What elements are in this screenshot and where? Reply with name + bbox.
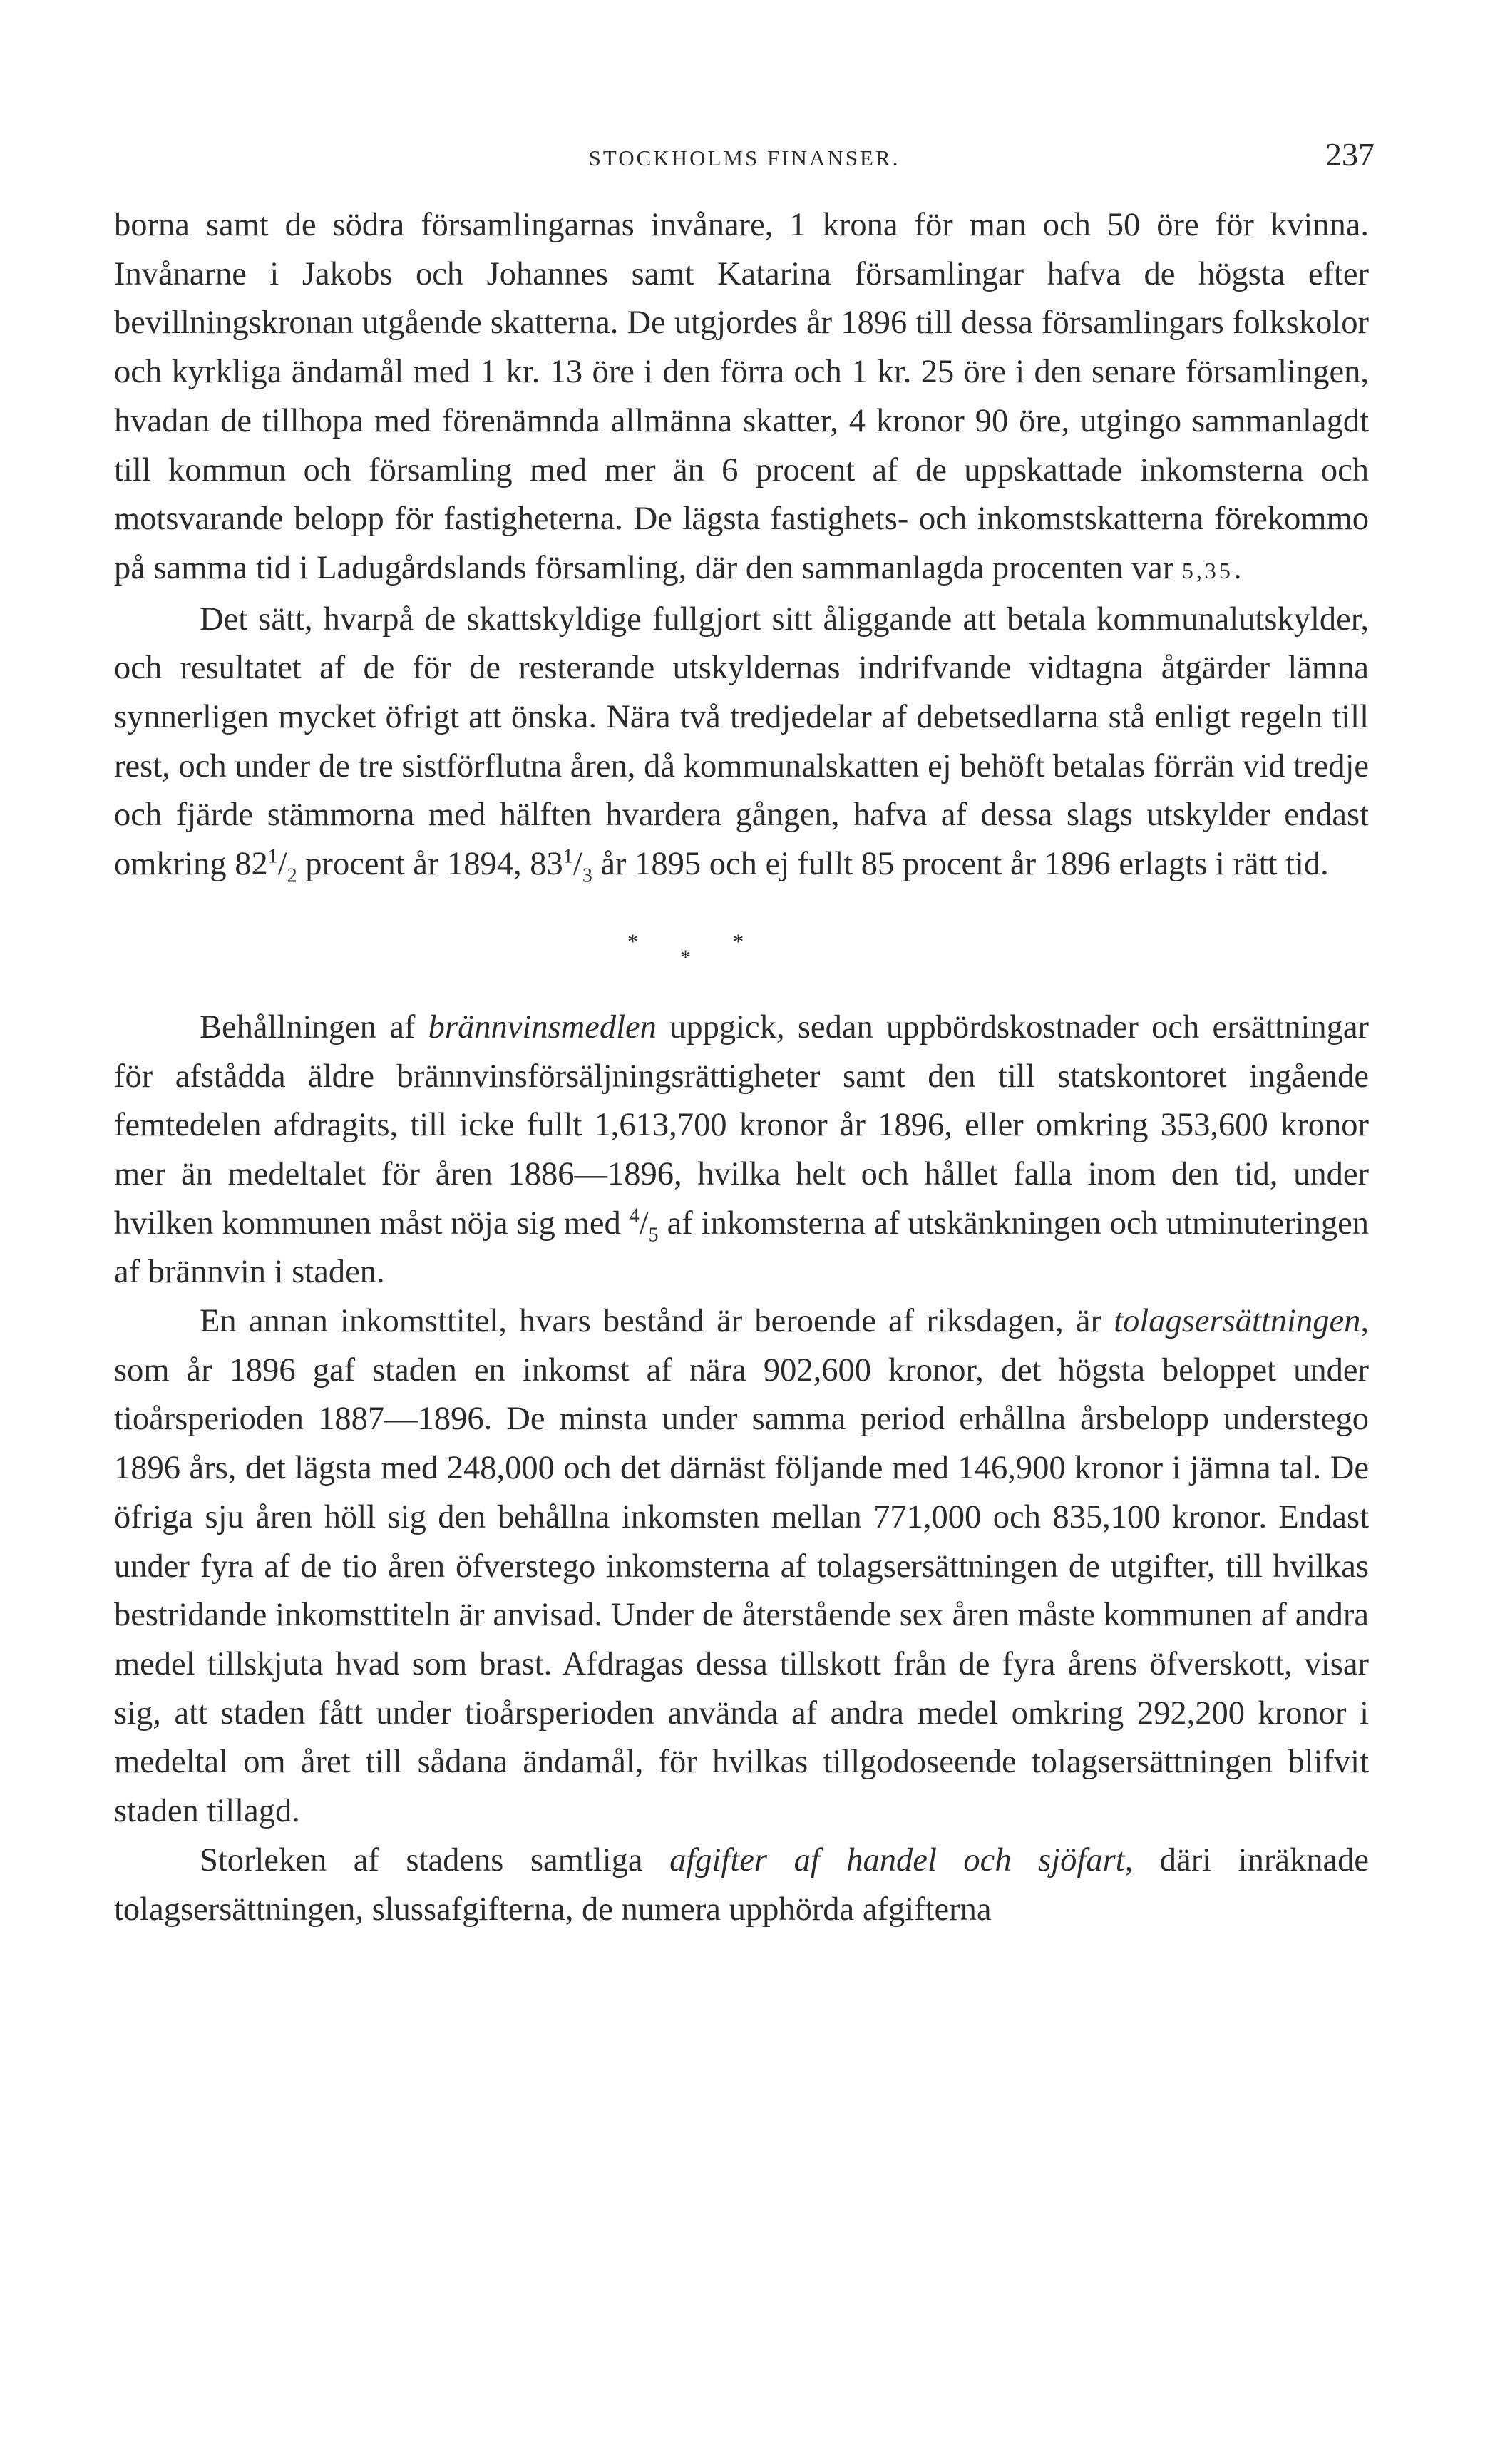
paragraph-taxes-by-parish xyxy=(114,201,1369,595)
paragraph-customs-compensation xyxy=(114,1297,1369,1836)
fraction-numerator: 1 xyxy=(267,845,278,868)
asterisk-mark: * xyxy=(627,929,638,954)
paragraph-text: af inkomsterna af utskänkningen och utminuteringen af brännvin i staden. xyxy=(114,1205,1369,1291)
paragraph-text: uppgick, sedan uppbördskostnader och ersättningar för afstådda äldre brännvinsförsäljningsrättigheter samt den till statskontoret ingående femtedelen afdragits, till icke fullt 1,613,700 kronor år 1896, eller omkring 353,600 kronor mer än medeltalet för åren 1886—1896, hvilka helt och hållet falla inom den tid, under hvilken kommunen måst nöja sig med xyxy=(114,1008,1369,1242)
page-number: 237 xyxy=(1325,136,1375,173)
asterisk-mark: * xyxy=(680,945,691,969)
paragraph-tax-collection: Det sätt, hvarpå de skattskyldige fullgjort sitt åliggande att betala kommunalutskylder, och resultatet af de för de resterande utskyldernas indrifvande vidtagna åtgärder lämna synnerligen mycket öfrigt att önska. Nära två tredjedelar af debetsedlarna stå enligt regeln till rest, och under de tre sistförflutna åren, då kommunalskatten ej behöft betalas förrän vid tredje och fjärde stämmorna med hälften hvardera gången, hafva af dessa slags utskylder endast omkring $82^1/_2$ procent år 1894, $83^1/_3$ år 1895 och ej fullt 85 procent år 1896 erlagts i rätt tid. xyxy=(114,600,1369,887)
fraction-numerator: 1 xyxy=(563,845,573,868)
emphasized-term: tolagsersättningen, xyxy=(1114,1303,1369,1340)
paragraph-text: procent år 1894, 83 xyxy=(297,846,563,883)
paragraph-text: borna samt de södra församlingarnas invånare, 1 krona för man och 50 öre för kvinna. Invånarne i Jakobs och Johannes samt Katarina församlingar hafva de högsta efter bevillningskronan utgående skatterna. De utgjordes år 1896 till dessa församlingars folkskolor och kyrkliga ändamål med 1 kr. 13 öre i den förra och 1 kr. 25 öre i den senare församlingen, hvadan de tillhopa med förenämnda allmänna skatter, 4 kronor 90 öre, utgingo sammanlagdt till kommun och församling med mer än 6 procent af de uppskattade inkomsterna och motsvarande belopp för fastigheterna. De lägsta fastighets- och inkomstskatterna förekommo på samma tid i Ladugårdslands församling, där den sammanlagda procenten var xyxy=(114,207,1369,586)
fraction-numerator: 4 xyxy=(629,1205,640,1227)
emphasized-term: brännvinsmedlen xyxy=(428,1008,657,1046)
running-head xyxy=(114,136,1375,178)
fraction-denominator: 2 xyxy=(287,864,297,887)
section-break xyxy=(114,889,1369,1003)
asterism xyxy=(114,918,1369,975)
asterisk-mark: * xyxy=(733,929,744,954)
body-text xyxy=(114,201,1369,1934)
fraction-denominator: 3 xyxy=(582,864,592,887)
paragraph-text: En annan inkomsttitel, hvars bestånd är beroende af riksdagen, är xyxy=(200,1303,1114,1340)
paragraph-text: . xyxy=(1233,549,1242,586)
paragraph-trade-fees xyxy=(114,1836,1369,1934)
paragraph-text: Det sätt, hvarpå de skattskyldige fullgjort sitt åliggande att betala kommunalutskylder, och resultatet af de för de resterande utskyldernas indrifvande vidtagna åtgärder lämna synnerligen mycket öfrigt att önska. Nära två tredjedelar af debetsedlarna stå enligt regeln till rest, och under de tre sistförflutna åren, då kommunalskatten ej behöft betalas förrän vid tredje och fjärde stämmorna med hälften hvardera gången, hafva af dessa slags utskylder endast omkring 82 xyxy=(114,600,1369,883)
paragraph-brannvin-funds: Behållningen af brännvinsmedlen uppgick, sedan uppbördskostnader och ersättningar för afstådda äldre brännvinsförsäljningsrättigheter samt den till statskontoret ingående femtedelen afdragits, till icke fullt 1,613,700 kronor år 1896, eller omkring 353,600 kronor mer än medeltalet för åren 1886—1896, hvilka helt och hållet falla inom den tid, under hvilken kommunen måst nöja sig med $^4/_5$ af inkomsterna af utskänkningen och utminuteringen af brännvin i staden. xyxy=(114,1008,1369,1291)
paragraph-text: Behållningen af xyxy=(200,1008,428,1046)
paragraph-text: som år 1896 gaf staden en inkomst af nära 902,600 kronor, det högsta beloppet under tioårsperioden 1887—1896. De minsta under samma period erhållna årsbelopp understego 1896 års, det lägsta med 248,000 och det därnäst följande med 146,900 kronor i jämna tal. De öfriga sju åren höll sig den behållna inkomsten mellan 771,000 och 835,100 kronor. Endast under fyra af de tio åren öfverstego inkomsterna af tolagsersättningen de utgifter, till hvilkas bestridande inkomsttiteln är anvisad. Under de återstående sex åren måste kommunen af andra medel tillskjuta hvad som brast. Afdragas dessa tillskott från de fyra årens öfverskott, visar sig, att staden fått under tioårsperioden använda af andra medel omkring 292,200 kronor i medeltal om året till sådana ändamål, för hvilkas tillgodoseende tolagsersättningen blifvit staden tillagd. xyxy=(114,1351,1369,1830)
paragraph-text: däri inräknade tolagsersättningen, slussafgifterna, de numera upphörda afgifterna xyxy=(114,1841,1369,1928)
fraction-denominator: 5 xyxy=(648,1223,659,1246)
paragraph-text: Storleken af stadens samtliga xyxy=(200,1841,670,1878)
running-title: STOCKHOLMS FINANSER. xyxy=(588,145,900,170)
emphasized-term: afgifter af handel och sjöfart, xyxy=(669,1841,1134,1878)
paragraph-text: år 1895 och ej fullt 85 procent år 1896 erlagts i rätt tid. xyxy=(592,846,1329,883)
percent-value: 5,35 xyxy=(1181,557,1233,583)
